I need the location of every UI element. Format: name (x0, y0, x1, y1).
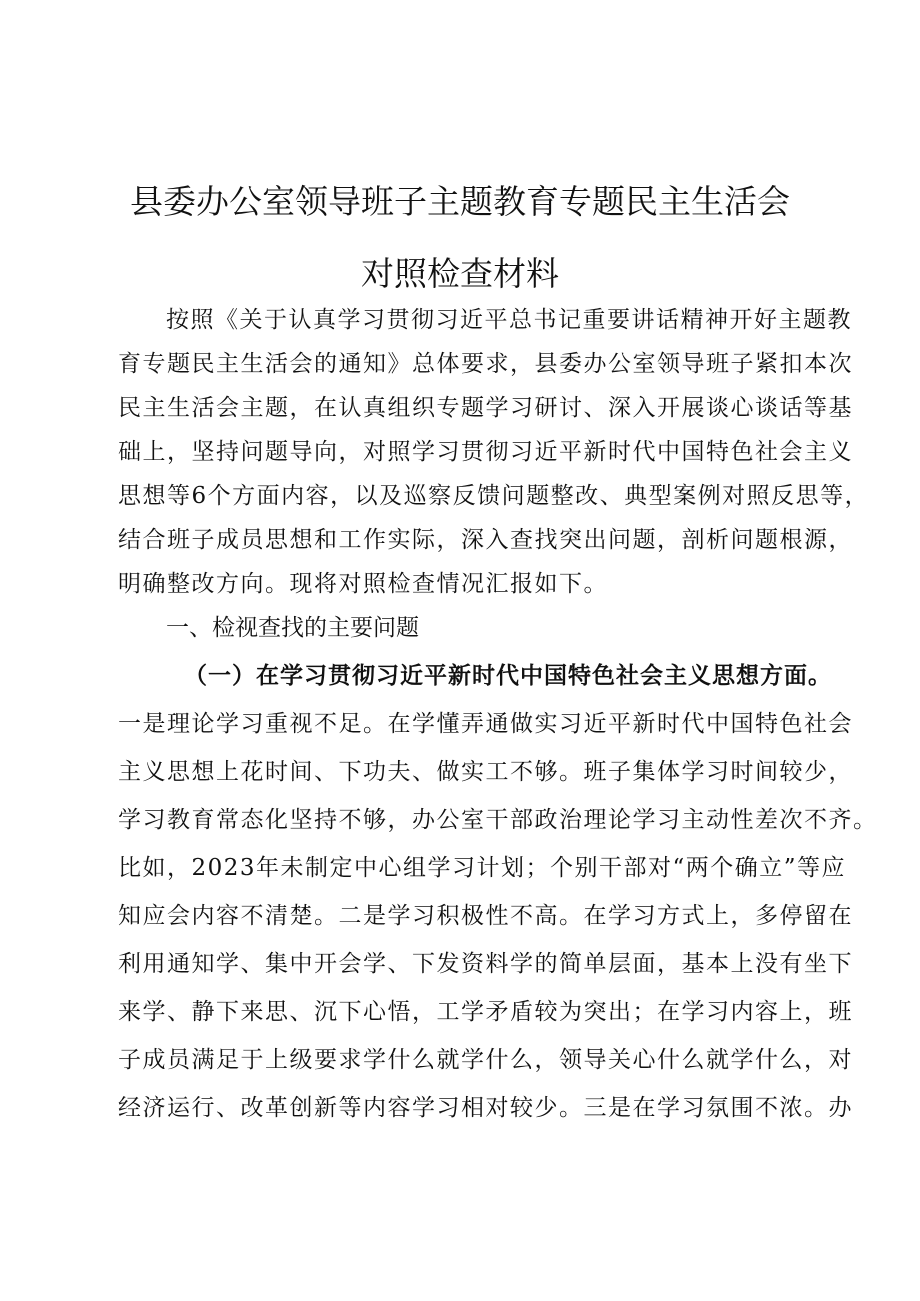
body-line: 经济运行、改革创新等内容学习相对较少。三是在学习氛围不浓。办 (118, 1095, 853, 1121)
document-title-line-2: 对照检查材料 (361, 254, 559, 293)
body-line: 比如，2023年未制定中心组学习计划；个别干部对“两个确立”等应 (118, 855, 847, 881)
intro-line: 思想等6个方面内容，以及巡察反馈问题整改、典型案例对照反思等， (118, 483, 870, 509)
body-line: 学习教育常态化坚持不够，办公室干部政治理论学习主动性差次不齐。 (118, 807, 878, 833)
body-line: 知应会内容不清楚。二是学习积极性不高。在学习方式上，多停留在 (118, 903, 853, 929)
intro-line: 按照《关于认真学习贯彻习近平总书记重要讲话精神开好主题教 (166, 307, 852, 333)
intro-line: 民主生活会主题，在认真组织专题学习研讨、深入开展谈心谈话等基 (118, 395, 853, 421)
document-title-line-1: 县委办公室领导班子主题教育专题民主生活会 (130, 182, 790, 221)
body-line: 来学、静下来思、沉下心悟，工学矛盾较为突出；在学习内容上，班 (118, 999, 853, 1025)
body-line: 利用通知学、集中开会学、下发资料学的简单层面，基本上没有坐下 (118, 951, 853, 977)
subsection-heading: （一）在学习贯彻习近平新时代中国特色社会主义思想方面。 (184, 662, 832, 689)
intro-line: 育专题民主生活会的通知》总体要求，县委办公室领导班子紧扣本次 (118, 351, 853, 377)
body-line: 主义思想上花时间、下功夫、做实工不够。班子集体学习时间较少， (118, 759, 853, 785)
intro-line: 明确整改方向。现将对照检查情况汇报如下。 (118, 571, 608, 597)
body-line: 子成员满足于上级要求学什么就学什么，领导关心什么就学什么，对 (118, 1047, 853, 1073)
intro-line: 结合班子成员思想和工作实际，深入查找突出问题，剖析问题根源， (118, 527, 853, 553)
section-heading: 一、检视查找的主要问题 (166, 615, 419, 641)
intro-line: 础上，坚持问题导向，对照学习贯彻习近平新时代中国特色社会主义 (118, 439, 853, 465)
body-line: 一是理论学习重视不足。在学懂弄通做实习近平新时代中国特色社会 (118, 711, 853, 737)
